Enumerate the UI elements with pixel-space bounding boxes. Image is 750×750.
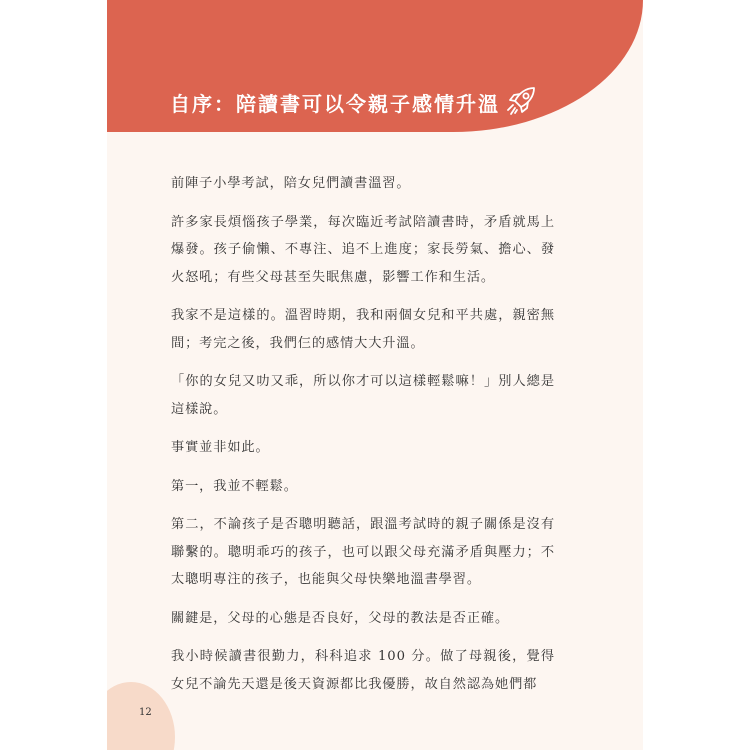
book-page bbox=[107, 0, 643, 750]
paragraph: 我家不是這樣的。溫習時期，我和兩個女兒和平共處，親密無間；考完之後，我們仨的感情大大升溫。 bbox=[171, 308, 555, 351]
chapter-title: 自序：陪讀書可以令親子感情升溫 bbox=[170, 92, 500, 116]
paragraph: 我小時候讀書很勤力，科科追求 100 分。做了母親後，覺得女兒不論先天還是後天資源都比我優勝，故自然認為她們都 bbox=[171, 649, 555, 692]
paragraph: 事實並非如此。 bbox=[171, 440, 270, 455]
paragraph: 許多家長煩惱孩子學業，每次臨近考試陪讀書時，矛盾就馬上爆發。孩子偷懶、不專注、追不上進度；家長勞氣、擔心、發火怒吼；有些父母甚至失眠焦慮，影響工作和生活。 bbox=[171, 214, 555, 285]
paragraph: 關鍵是，父母的心態是否良好，父母的教法是否正確。 bbox=[171, 610, 510, 626]
paragraph: 第一，我並不輕鬆。 bbox=[171, 478, 298, 494]
paragraph: 「你的女兒又叻又乖，所以你才可以這樣輕鬆嘛！」別人總是這樣說。 bbox=[171, 374, 555, 417]
body-text bbox=[171, 170, 555, 709]
paragraph: 前陣子小學考試，陪女兒們讀書溫習。 bbox=[171, 176, 411, 191]
page-number: 12 bbox=[139, 707, 152, 718]
paragraph: 第二，不論孩子是否聰明聽話，跟溫考試時的親子關係是沒有聯繫的。聰明乖巧的孩子，也可以跟父母充滿矛盾與壓力；不太聰明專注的孩子，也能與父母快樂地溫書學習。 bbox=[171, 517, 555, 587]
rocket-icon bbox=[504, 84, 538, 118]
